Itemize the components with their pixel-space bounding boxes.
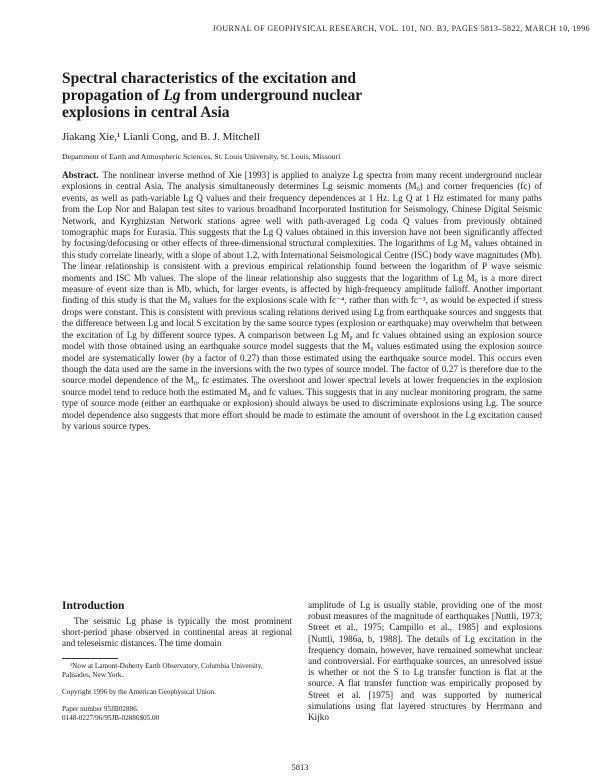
introduction-heading: Introduction bbox=[62, 600, 125, 612]
footnote-1: ¹Now at Lamont-Doherty Earth Observatory, Columbia University, Palisades, New York. bbox=[62, 661, 263, 679]
issn-line: 0148-0227/96/95JB-02886$05.00 bbox=[62, 713, 160, 722]
footnote-divider bbox=[62, 658, 118, 659]
affiliation: Department of Earth and Atmospheric Sciences, St. Louis University, St. Louis, Missouri bbox=[62, 152, 341, 161]
abstract bbox=[62, 170, 542, 432]
introduction-continuation: amplitude of Lg is usually stable, providing one of the most robust measures of the magnitude of earthquakes [Nuttli, 1973; Street et al., 1975; Campillo et al., 1985] and explosions [Nuttli, 1986a, b, 1988]. The details of Lg excitation in the frequency domain, however, have remained somewhat unclear and controversial. For earthquake sources, an unresolved issue is whether or not the S to Lg transfer function is flat at the source. A flat transfer function was empirically proposed by Street et al. [1975] and was supported by numerical simulations using flat layered structures by Herrmann and Kijko bbox=[308, 600, 542, 723]
title-part1: Spectral characteristics of the excitation and propagation of bbox=[62, 70, 357, 104]
paper-number: Paper number 95JB02886. bbox=[62, 704, 139, 713]
introduction-paragraph: The seismic Lg phase is typically the most prominent short-period phase observed in continental areas at regional and teleseismic distances. The time domain bbox=[62, 616, 292, 649]
title-lg: Lg bbox=[163, 87, 181, 104]
copyright-notice: Copyright 1996 by the American Geophysical Union. bbox=[62, 687, 216, 696]
title-part2: from underground nuclear explosions in central Asia bbox=[62, 87, 362, 121]
abstract-label: Abstract. bbox=[62, 170, 99, 180]
abstract-text: The nonlinear inverse method of Xie [1993] is applied to analyze Lg spectra from many recent underground nuclear explosions in central Asia. The analysis simultaneously determines Lg seismic moments (M₀) and corner frequencies (fc) of events, as well as path-variable Lg Q values and their frequency dependences at 1 Hz. Lg Q at 1 Hz estimated for many paths from the Lop Nor and Balapan test sites to various broadband Incorporated Institution for Seismology, Chinese Digital Seismic Network, and Kyrghizstan Network stations agree well with path-averaged Lg coda Q values from previously obtained tomographic maps for Eurasia. This suggests that the Lg Q values obtained in this inversion have not been significantly affected by focusing/defocusing or other effects of three-dimensional structural complexities. The logarithms of Lg M₀ values obtained in this study correlate linearly, with a slope of about 1.2, with International Seismological Centre (ISC) body wave magnitudes (Mb). The linear relationship is consistent with a previous empirical relationship found between the logarithm of P wave seismic moments and ISC Mb values. The slope of the linear relationship also suggests that the logarithm of Lg M₀ is a more direct measure of event size than is Mb, which, for larger events, is affected by high-frequency amplitude falloff. Another important finding of this study is that the M₀ values for the explosions scale with fc⁻⁴, rather than with fc⁻³, as would be expected if stress drops were constant. This is consistent with previous scaling relations derived using Lg from earthquake sources and suggests that the difference between Lg and local S excitation by the same source types (explosion or earthquake) may overwhelm that between the excitation of Lg by different source types. A comparison between Lg M₀ and fc values obtained using an explosion source model with those obtained using an earthquake source model suggests that the M₀ values estimated using the explosion source model are systematically lower (by a factor of 0.27) than those estimated using the earthquake source model. This occurs even though the data used are the same in the inversions with the two types of source model. The factor of 0.27 is therefore due to the source model dependence of the M₀, fc estimates. The overshoot and lower spectral levels at lower frequencies in the explosion source model tend to reduce both the estimated M₀ and fc values. This suggests that in any nuclear monitoring program, the same type of source mode (either an earthquake or explosion) should always be used to discriminate explosions using Lg. The source model dependence also suggests that more effort should be made to estimate the amount of overshoot in the Lg excitation caused by various source types. bbox=[62, 170, 542, 431]
authors: Jiakang Xie,¹ Lianli Cong, and B. J. Mitchell bbox=[62, 131, 260, 143]
paper-title bbox=[62, 70, 422, 121]
journal-header: JOURNAL OF GEOPHYSICAL RESEARCH, VOL. 101, NO. B3, PAGES 5813–5822, MARCH 10, 1996 bbox=[212, 24, 590, 33]
right-column bbox=[308, 600, 542, 723]
page-number: 5813 bbox=[291, 762, 309, 772]
left-column bbox=[62, 600, 292, 723]
